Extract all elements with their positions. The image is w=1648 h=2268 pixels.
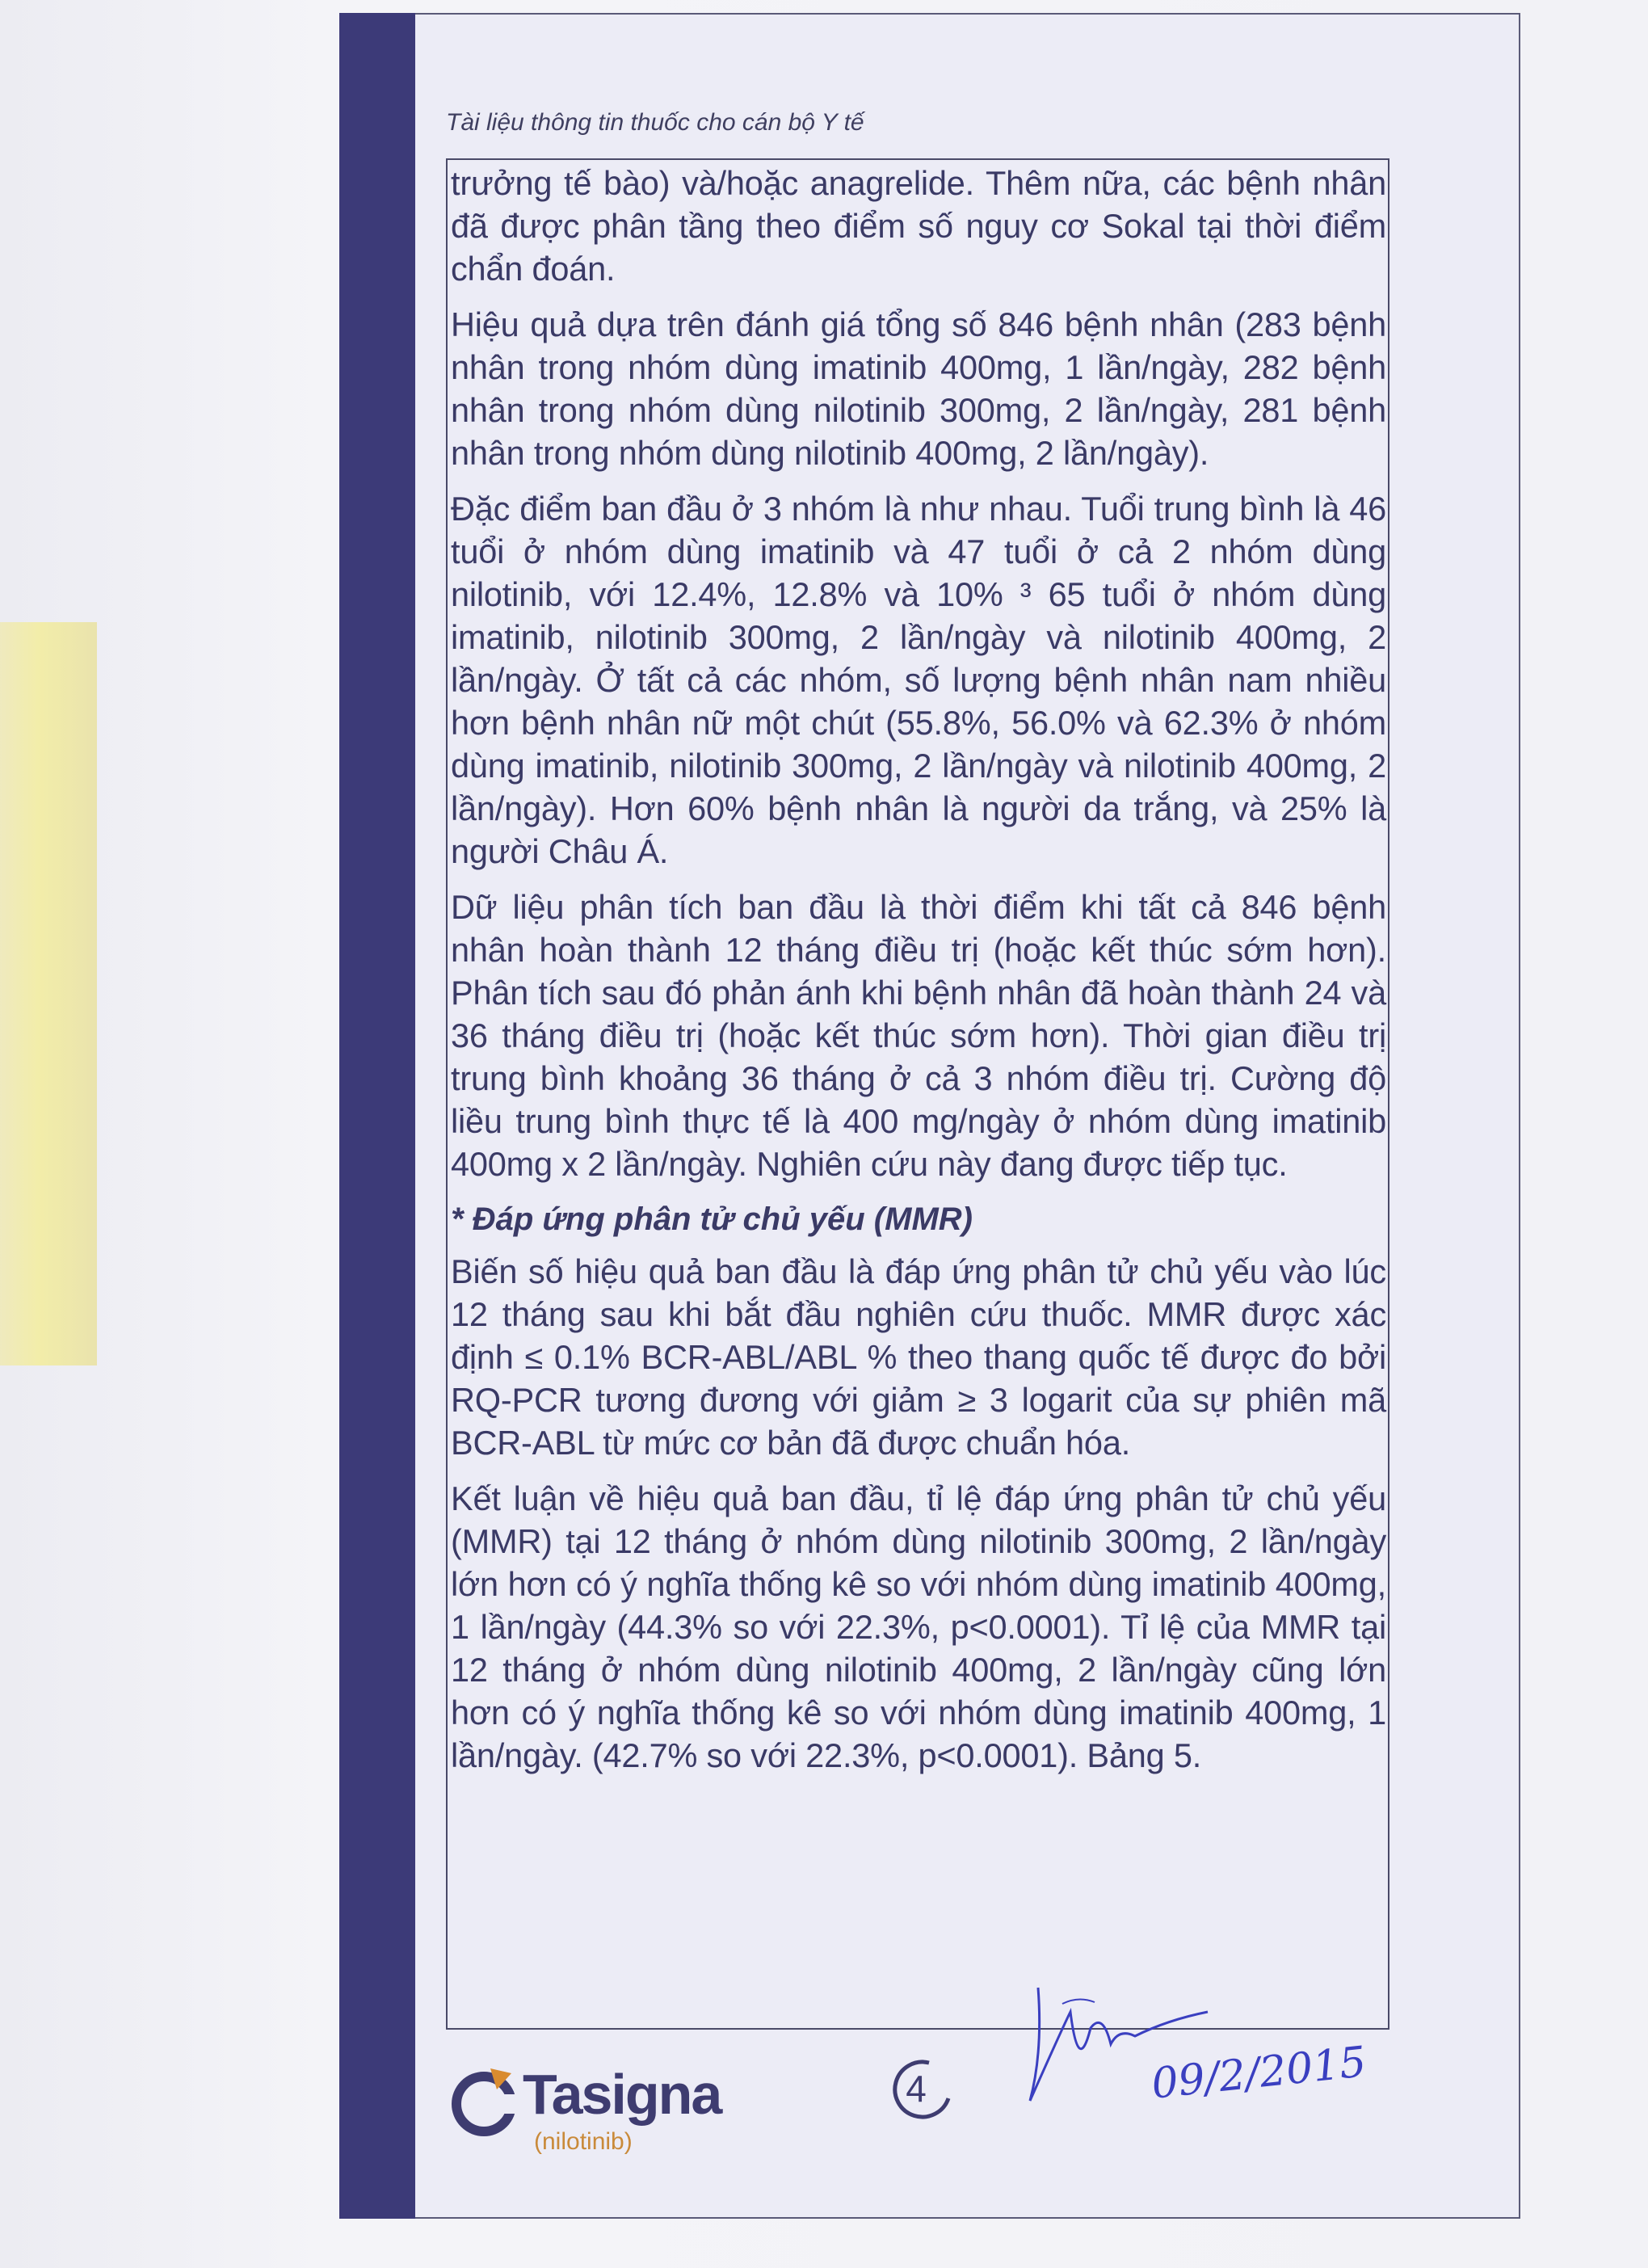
brand-name: Tasigna bbox=[523, 2063, 721, 2126]
paragraph-4: Dữ liệu phân tích ban đầu là thời điểm khi tất cả 846 bệnh nhân hoàn thành 12 tháng điều trị (hoặc kết thúc sớm hơn). Phân tích sau đó phản ánh khi bệnh nhân đã hoàn thành 24 và 36 tháng điều trị (hoặc kết thúc sớm hơn). Thời gian điều trị trung bình khoảng 36 tháng ở cả 3 nhóm điều trị. Cường độ liều trung bình thực tế là 400 mg/ngày ở nhóm dùng imatinib 400mg x 2 lần/ngày. Nghiên cứu này đang được tiếp tục. bbox=[451, 888, 1386, 1183]
paragraph-5: Biến số hiệu quả ban đầu là đáp ứng phân tử chủ yếu vào lúc 12 tháng sau khi bắt đầu nghiên cứu thuốc. MMR được xác định ≤ 0.1% BCR-ABL/ABL % theo thang quốc tế được đo bởi RQ-PCR tương đương với giảm ≥ 3 logarit của sự phiên mã BCR-ABL từ mức cơ bản đã được chuẩn hóa. bbox=[451, 1252, 1386, 1462]
tasigna-logo bbox=[448, 2059, 739, 2164]
page-header: Tài liệu thông tin thuốc cho cán bộ Y tế bbox=[446, 109, 864, 136]
page-number: 4 bbox=[906, 2068, 927, 2110]
side-stripe bbox=[339, 13, 415, 2219]
paragraph-1: trưởng tế bào) và/hoặc anagrelide. Thêm nữa, các bệnh nhân đã được phân tầng theo điểm số nguy cơ Sokal tại thời điểm chẩn đoán. bbox=[451, 164, 1386, 288]
paragraph-6: Kết luận về hiệu quả ban đầu, tỉ lệ đáp ứng phân tử chủ yếu (MMR) tại 12 tháng ở nhóm dùng nilotinib 300mg, 2 lần/ngày lớn hơn có ý nghĩa thống kê so với nhóm dùng imatinib 400mg, 1 lần/ngày (44.3% so với 22.3%, p<0.0001). Tỉ lệ của MMR tại 12 tháng ở nhóm dùng nilotinib 400mg, 2 lần/ngày cũng lớn hơn có ý nghĩa thống kê so với nhóm dùng imatinib 400mg, 1 lần/ngày. (42.7% so với 22.3%, p<0.0001). Bảng 5. bbox=[451, 1479, 1386, 1774]
paragraph-3: Đặc điểm ban đầu ở 3 nhóm là như nhau. Tuổi trung bình là 46 tuổi ở nhóm dùng imatinib và 47 tuổi ở cả 2 nhóm dùng nilotinib, với 12.4%, 12.8% và 10% ³ 65 tuổi ở nhóm dùng imatinib, nilotinib 300mg, 2 lần/ngày và nilotinib 400mg, 2 lần/ngày. Ở tất cả các nhóm, số lượng bệnh nhân nam nhiều hơn bệnh nhân nữ một chút (55.8%, 56.0% và 62.3% ở nhóm dùng imatinib, nilotinib 300mg, 2 lần/ngày và nilotinib 400mg, 2 lần/ngày). Hơn 60% bệnh nhân là người da trắng, và 25% là người Châu Á. bbox=[451, 490, 1386, 870]
adhesive-tape bbox=[0, 622, 97, 1365]
tasigna-logo-icon bbox=[448, 2065, 521, 2138]
brand-subtitle: (nilotinib) bbox=[534, 2128, 633, 2155]
section-heading-mmr: * Đáp ứng phân tử chủ yếu (MMR) bbox=[451, 1201, 973, 1237]
signature-date: 09/2/2015 bbox=[1149, 2038, 1369, 2109]
content-frame bbox=[446, 158, 1389, 2030]
paragraph-2: Hiệu quả dựa trên đánh giá tổng số 846 bệnh nhân (283 bệnh nhân trong nhóm dùng imatinib 400mg, 1 lần/ngày, 282 bệnh nhân trong nhóm dùng nilotinib 300mg, 2 lần/ngày, 281 bệnh nhân trong nhóm dùng nilotinib 400mg, 2 lần/ngày). bbox=[451, 305, 1386, 472]
